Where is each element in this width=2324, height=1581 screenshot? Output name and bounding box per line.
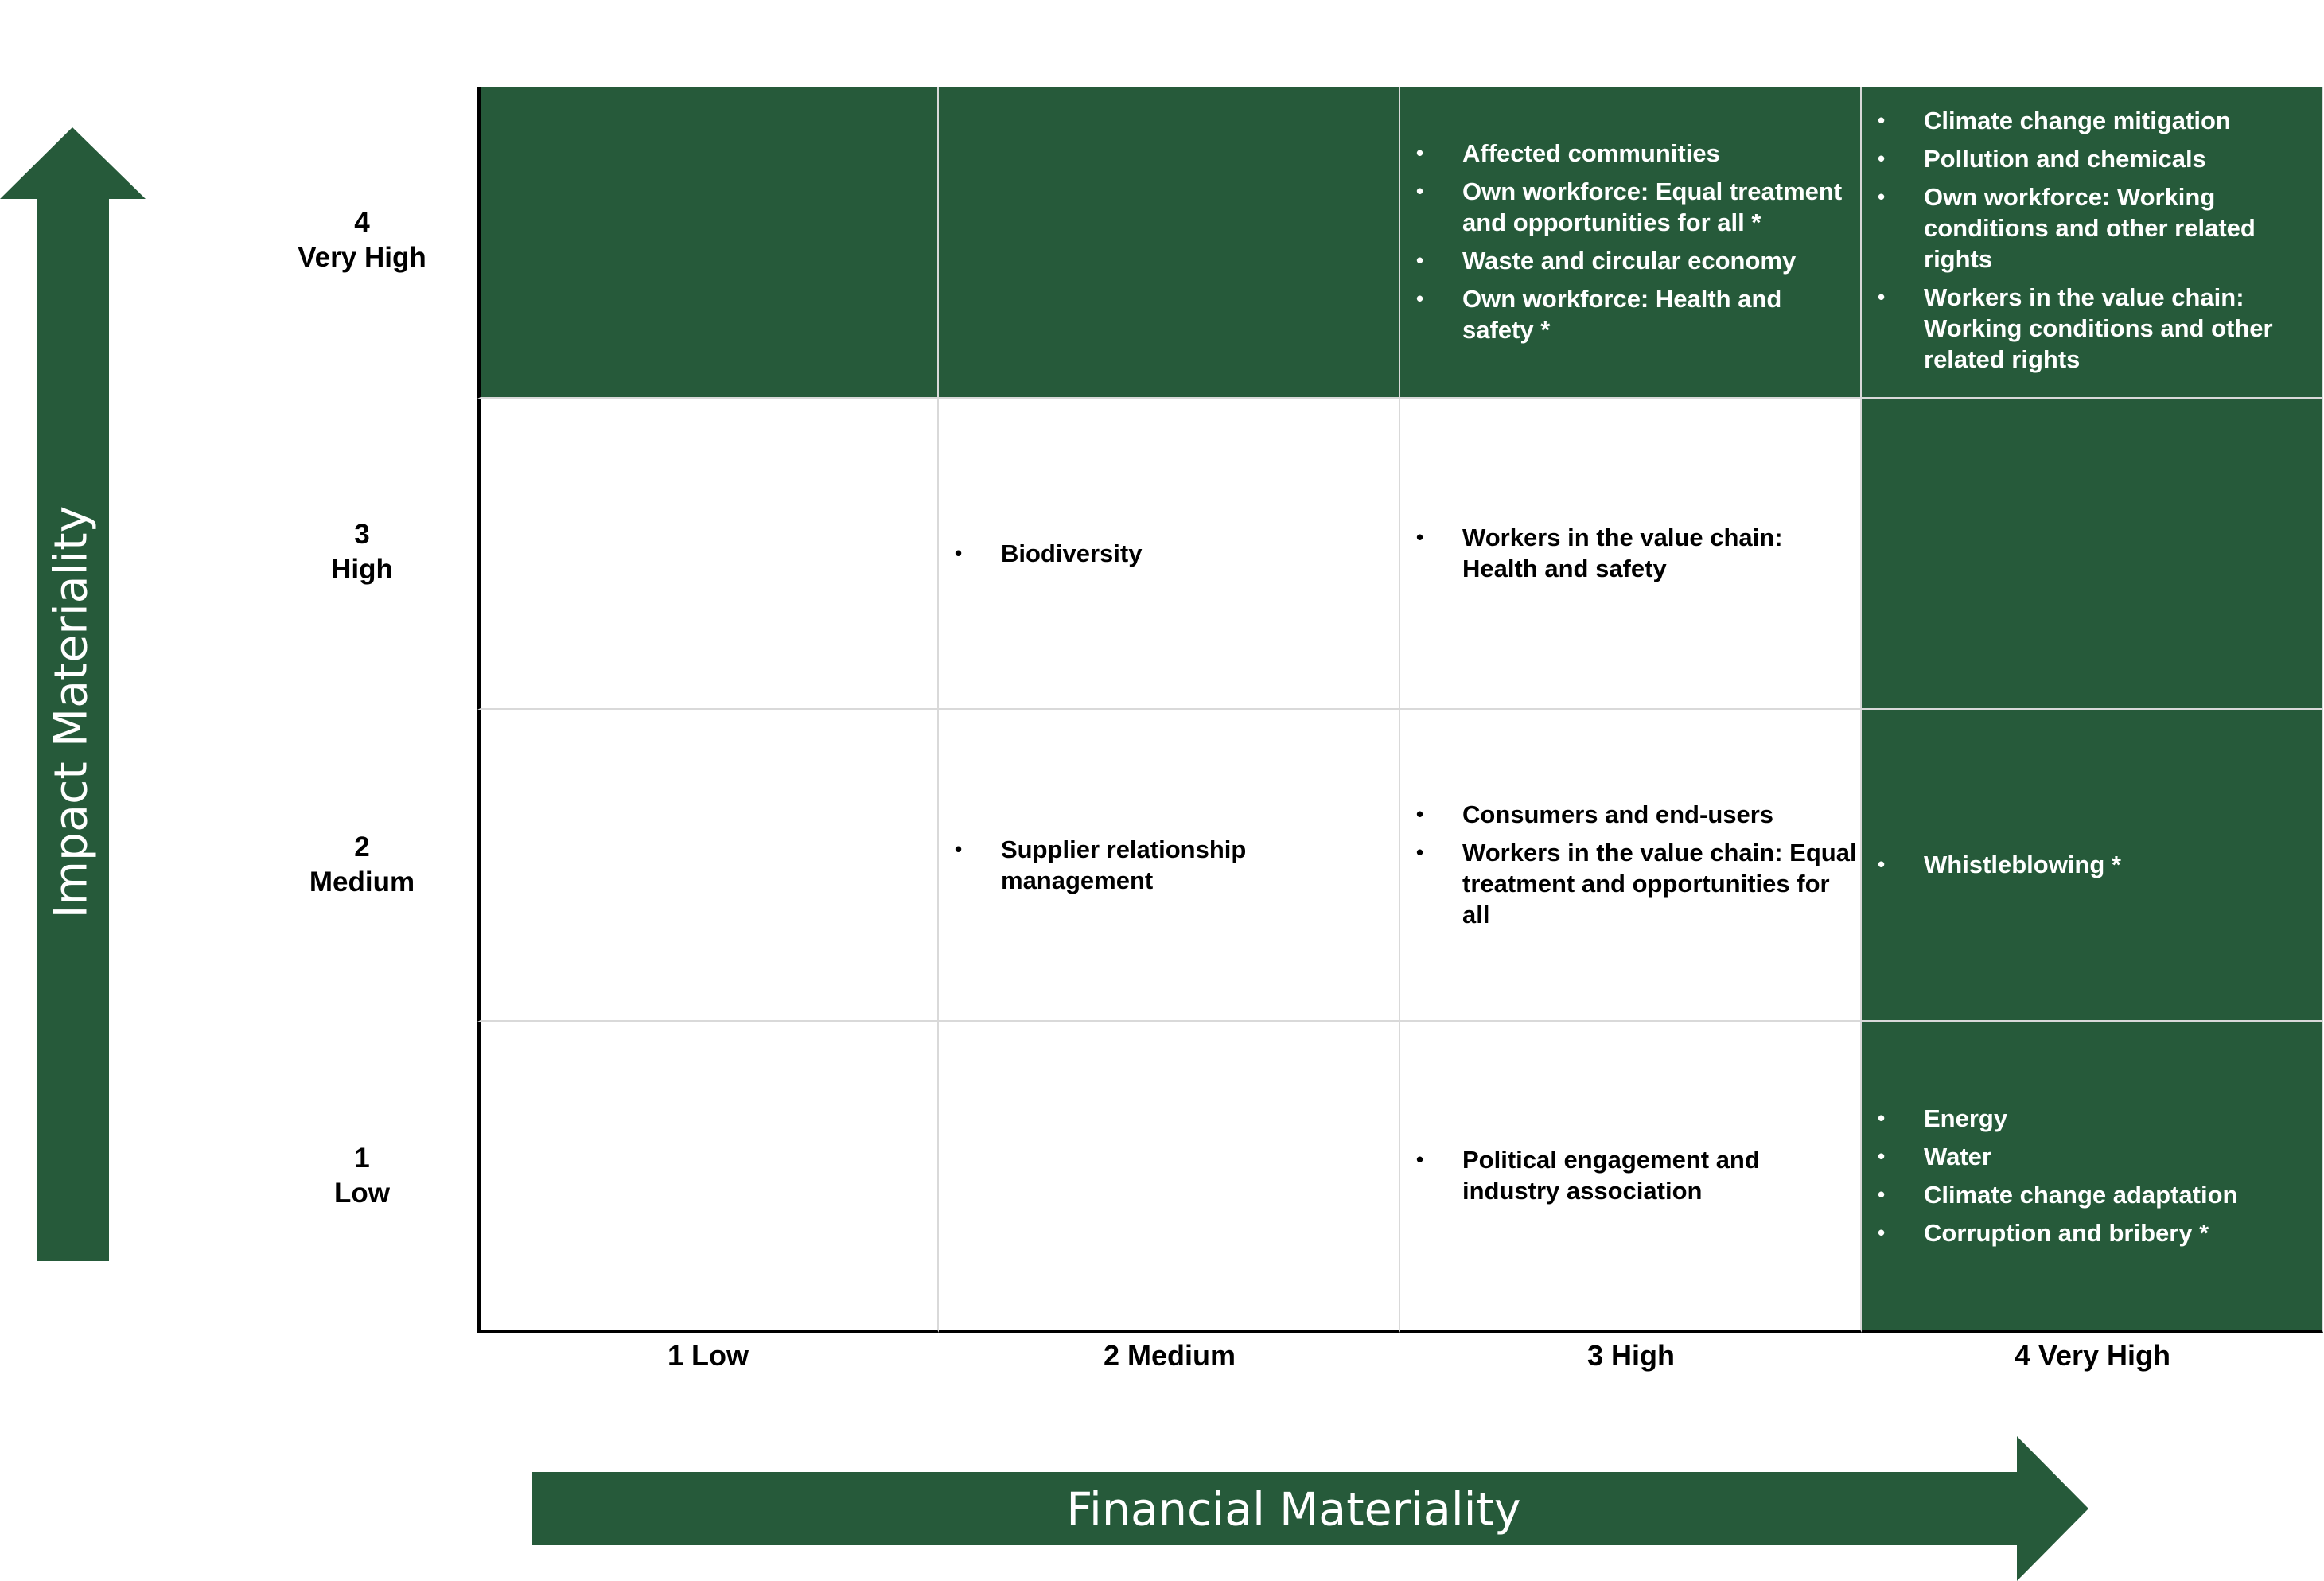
topic-list (1413, 792, 1857, 937)
y-tick-high (263, 517, 461, 587)
topic-item: • Biodiversity (952, 538, 1396, 569)
y-tick-low (263, 1141, 461, 1211)
topic-item: • Corruption and bribery * (1874, 1217, 2318, 1248)
matrix-cell-impact-very-high-financial-low (477, 87, 939, 399)
y-tick-medium (263, 830, 461, 900)
matrix-cell-impact-low-financial-very-high (1862, 1022, 2323, 1334)
matrix-cell-impact-medium-financial-high (1400, 710, 1862, 1022)
financial-materiality-title: Financial Materiality (1066, 1483, 1521, 1536)
y-tick-number: 2 (354, 831, 370, 863)
x-tick-low: 1 Low (667, 1339, 749, 1372)
matrix-cell-impact-very-high-financial-medium (939, 87, 1400, 399)
topic-item: • Workers in the value chain: Health and safety (1413, 522, 1857, 584)
topic-list (1413, 515, 1857, 591)
topic-list (1413, 130, 1857, 352)
x-tick-medium: 2 Medium (1103, 1339, 1236, 1372)
materiality-matrix (477, 87, 2323, 1333)
matrix-cell-impact-very-high-financial-very-high (1862, 87, 2323, 399)
topic-item: • Workers in the value chain: Working conditions and other related rights (1874, 282, 2318, 375)
impact-materiality-title: Impact Materiality (45, 505, 98, 919)
y-tick-label: High (331, 554, 393, 585)
topic-item: • Affected communities (1413, 138, 1857, 169)
matrix-cell-impact-medium-financial-medium (939, 710, 1400, 1022)
matrix-cell-impact-medium-financial-very-high (1862, 710, 2323, 1022)
topic-list (952, 531, 1396, 576)
y-tick-label: Very High (298, 242, 426, 273)
matrix-cell-impact-high-financial-medium (939, 399, 1400, 711)
y-tick-number: 3 (354, 519, 370, 550)
y-tick-number: 4 (354, 207, 370, 238)
topic-list (1874, 842, 2318, 887)
y-tick-label: Low (334, 1178, 390, 1209)
matrix-cell-impact-medium-financial-low (477, 710, 939, 1022)
matrix-cell-impact-very-high-financial-high (1400, 87, 1862, 399)
topic-item: • Pollution and chemicals (1874, 143, 2318, 174)
topic-item: • Energy (1874, 1103, 2318, 1134)
topic-item: • Workers in the value chain: Equal treatment and opportunities for all (1413, 837, 1857, 930)
topic-item: • Consumers and end-users (1413, 799, 1857, 830)
topic-list (952, 827, 1396, 903)
topic-item: • Political engagement and industry association (1413, 1144, 1857, 1206)
topic-item: • Own workforce: Health and safety * (1413, 283, 1857, 345)
topic-item: • Water (1874, 1141, 2318, 1172)
topic-item: • Own workforce: Equal treatment and opportunities for all * (1413, 176, 1857, 238)
x-tick-high: 3 High (1586, 1339, 1675, 1372)
matrix-cell-impact-high-financial-high (1400, 399, 1862, 711)
y-tick-label: Medium (309, 866, 415, 898)
topic-item: • Climate change adaptation (1874, 1179, 2318, 1210)
topic-item: • Waste and circular economy (1413, 245, 1857, 276)
topic-item: • Climate change mitigation (1874, 105, 2318, 136)
y-tick-number: 1 (354, 1143, 370, 1174)
x-tick-very-high: 4 Very High (2014, 1339, 2171, 1372)
matrix-cell-impact-low-financial-high (1400, 1022, 1862, 1334)
topic-list (1874, 1096, 2318, 1256)
topic-item: • Whistleblowing * (1874, 849, 2318, 880)
matrix-cell-impact-low-financial-low (477, 1022, 939, 1334)
topic-item: • Supplier relationship management (952, 834, 1396, 896)
matrix-cell-impact-low-financial-medium (939, 1022, 1400, 1334)
topic-list (1413, 1137, 1857, 1213)
topic-item: • Own workforce: Working conditions and other related rights (1874, 181, 2318, 275)
topic-list (1874, 98, 2318, 382)
y-tick-very-high (263, 205, 461, 275)
matrix-cell-impact-high-financial-very-high (1862, 399, 2323, 711)
matrix-cell-impact-high-financial-low (477, 399, 939, 711)
